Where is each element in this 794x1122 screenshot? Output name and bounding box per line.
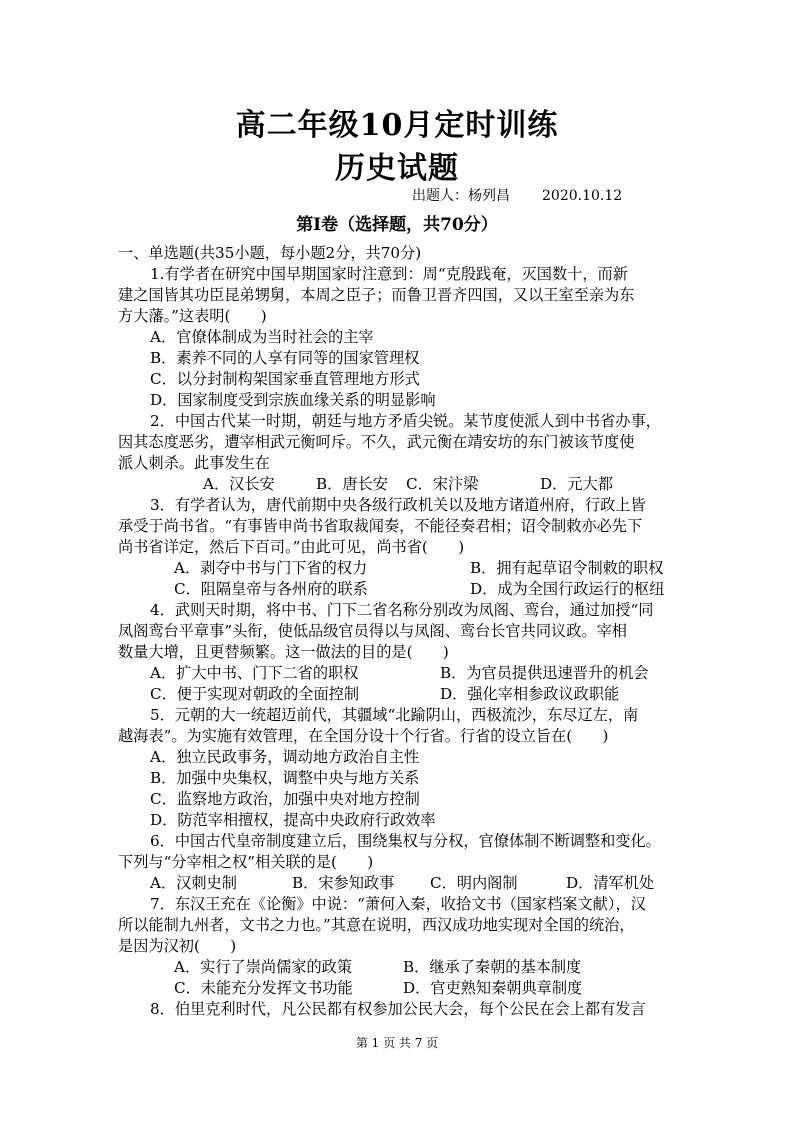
- q2-option-b: B．唐长安: [316, 475, 388, 493]
- q2-option-d: D．元大都: [540, 475, 613, 493]
- q4-option-d: D．强化宰相参政议政职能: [440, 685, 620, 703]
- q2-stem-line-1: 2．中国古代某一时期，朝廷与地方矛盾尖锐。某节度使派人到中书省办事，: [150, 412, 661, 430]
- exam-date: 2020.10.12: [542, 188, 623, 204]
- q5-stem-line-2: 越海表”。为实施有效管理，在全国分设十个行省。行省的设立旨在( ): [118, 727, 609, 745]
- q3-stem-line-2: 承受于尚书省。“有事皆申尚书省取裁闻奏，不能径奏君相；诏令制敕亦必先下: [118, 517, 643, 535]
- q3-option-a: A．剥夺中书与门下省的权力: [174, 559, 368, 577]
- q7-option-c: C．未能充分发挥文书功能: [174, 979, 353, 997]
- q6-option-b: B．宋参知政事: [292, 874, 395, 892]
- q3-option-c: C．阻隔皇帝与各州府的联系: [174, 580, 368, 598]
- q5-stem-line-1: 5．元朝的大一统超迈前代，其疆域“北踰阴山，西极流沙，东尽辽左，南: [150, 706, 639, 724]
- q1-stem-line-1: 1.有学者在研究中国早期国家时注意到：周“克殷践奄，灭国数十，而新: [150, 265, 628, 283]
- q6-stem-line-1: 6．中国古代皇帝制度建立后，围绕集权与分权，官僚体制不断调整和变化。: [150, 832, 661, 850]
- q1-option-b: B．素养不同的人享有同等的国家管理权: [150, 349, 420, 367]
- q2-stem-line-3: 派人刺杀。此事发生在: [118, 454, 270, 472]
- q4-stem-line-3: 数量大增，且更替频繁。这一做法的目的是( ): [118, 643, 449, 661]
- q4-stem-line-2: 凤阁鸾台平章事”头衔，使低品级官员得以与凤阁、鸾台长官共同议政。宰相: [118, 622, 627, 640]
- exam-author: 出题人：杨列昌: [412, 188, 510, 204]
- q1-stem-line-2: 建之国皆其功臣昆弟甥舅，本周之臣子；而鲁卫晋齐四国，又以王室至亲为东: [118, 286, 635, 304]
- q7-stem-line-2: 所以能制九州者，文书之力也。”其意在说明，西汉成功地实现对全国的统治，: [118, 916, 635, 934]
- q6-option-c: C．明内阁制: [430, 874, 518, 892]
- q6-stem-line-2: 下列与“分宰相之权”相关联的是( ): [118, 853, 374, 871]
- q3-option-b: B．拥有起草诏令制敕的职权: [470, 559, 664, 577]
- q2-stem-line-2: 因其态度恶劣，遭宰相武元衡呵斥。不久，武元衡在靖安坊的东门被该节度使: [118, 433, 635, 451]
- q2-option-a: A．汉长安: [203, 475, 275, 493]
- q4-stem-line-1: 4．武则天时期，将中书、门下二省名称分别改为凤阁、鸾台，通过加授“同: [150, 601, 654, 619]
- page-footer: 第 1 页 共 7 页: [355, 1036, 439, 1050]
- q1-option-c: C．以分封制构架国家垂直管理地方形式: [150, 370, 420, 388]
- exam-meta: [412, 185, 622, 205]
- q6-option-d: D．清军机处: [566, 874, 655, 892]
- q7-option-b: B．继承了秦朝的基本制度: [403, 958, 582, 976]
- q8-stem-line-1: 8．伯里克利时代，凡公民都有权参加公民大会，每个公民在会上都有发言: [150, 1000, 646, 1018]
- exam-title: 高二年级10月定时训练: [235, 108, 559, 143]
- q5-option-a: A．独立民政事务，调动地方政治自主性: [150, 748, 420, 766]
- q5-option-d: D．防范宰相擅权，提高中央政府行政效率: [150, 811, 436, 829]
- q1-option-d: D．国家制度受到宗族血缘关系的明显影响: [150, 391, 436, 409]
- q7-stem-line-1: 7．东汉王充在《论衡》中说：“萧何入秦，收拾文书（国家档案文献），汉: [150, 895, 646, 913]
- q4-option-c: C．便于实现对朝政的全面控制: [150, 685, 360, 703]
- exam-subtitle: 历史试题: [335, 151, 459, 186]
- q7-option-d: D．官吏熟知秦朝典章制度: [403, 979, 583, 997]
- instructions: 一、单选题(共35小题，每小题2分，共70分): [118, 244, 422, 262]
- q3-stem-line-3: 尚书省详定，然后下百司。”由此可见，尚书省( ): [118, 538, 465, 556]
- q1-option-a: A．官僚体制成为当时社会的主宰: [150, 328, 374, 346]
- q7-option-a: A．实行了崇尚儒家的政策: [174, 958, 353, 976]
- q7-stem-line-3: 是因为汉初( ): [118, 937, 237, 955]
- q4-option-a: A．扩大中书、门下二省的职权: [150, 664, 359, 682]
- q3-option-d: D．成为全国行政运行的枢纽: [470, 580, 665, 598]
- q6-option-a: A．汉刺史制: [150, 874, 237, 892]
- q4-option-b: B．为官员提供迅速晋升的机会: [440, 664, 649, 682]
- q2-option-c: C．宋汴梁: [406, 475, 479, 493]
- q1-stem-line-3: 方大藩。”这表明( ): [118, 307, 267, 325]
- section-heading: 第Ⅰ卷（选择题，共70分）: [296, 215, 498, 235]
- q5-option-c: C．监察地方政治，加强中央对地方控制: [150, 790, 420, 808]
- q5-option-b: B．加强中央集权，调整中央与地方关系: [150, 769, 420, 787]
- q3-stem-line-1: 3．有学者认为，唐代前期中央各级行政机关以及地方诸道州府，行政上皆: [150, 496, 646, 514]
